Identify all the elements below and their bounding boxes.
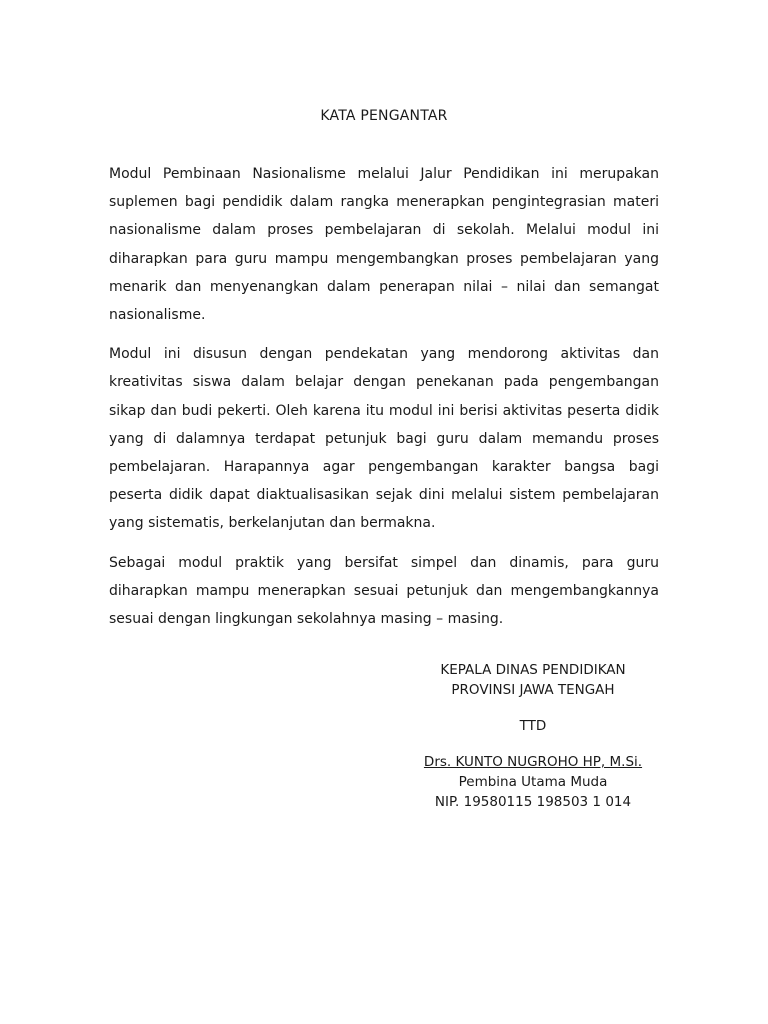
signature-ttd: TTD (519, 718, 547, 734)
signature-block (400, 660, 666, 812)
signature-rank: Pembina Utama Muda (458, 774, 608, 790)
paragraph-2: Modul ini disusun dengan pendekatan yang mendorong aktivitas dan kreativitas siswa dalam belajar dengan penekanan pada pengembangan sikap dan budi pekerti. Oleh karena itu modul ini berisi aktivitas peserta didik yang di dalamnya terdapat petunjuk bagi guru dalam memandu proses pembelajaran. Harapannya agar pengembangan karakter bangsa bagi peserta didik dapat diaktualisasikan sejak dini melalui sistem pembelajaran yang sistematis, berkelanjutan dan bermakna. (109, 346, 659, 532)
signature-nip: NIP. 19580115 198503 1 014 (434, 794, 632, 810)
signature-position-line2: PROVINSI JAWA TENGAH (451, 682, 615, 698)
signature-name: Drs. KUNTO NUGROHO HP, M.Si. (423, 754, 643, 770)
signature-position-line1: KEPALA DINAS PENDIDIKAN (440, 662, 626, 678)
paragraph-1: Modul Pembinaan Nasionalisme melalui Jalur Pendidikan ini merupakan suplemen bagi pendidik dalam rangka menerapkan pengintegrasian materi nasionalisme dalam proses pembelajaran di sekolah. Melalui modul ini diharapkan para guru mampu mengembangkan proses pembelajaran yang menarik dan menyenangkan dalam penerapan nilai – nilai dan semangat nasionalisme. (109, 166, 659, 324)
paragraph-3: Sebagai modul praktik yang bersifat simpel dan dinamis, para guru diharapkan mampu menerapkan sesuai petunjuk dan mengembangkannya sesuai dengan lingkungan sekolahnya masing – masing. (109, 554, 659, 628)
document-body (109, 160, 659, 644)
page-title: KATA PENGANTAR (320, 108, 448, 124)
